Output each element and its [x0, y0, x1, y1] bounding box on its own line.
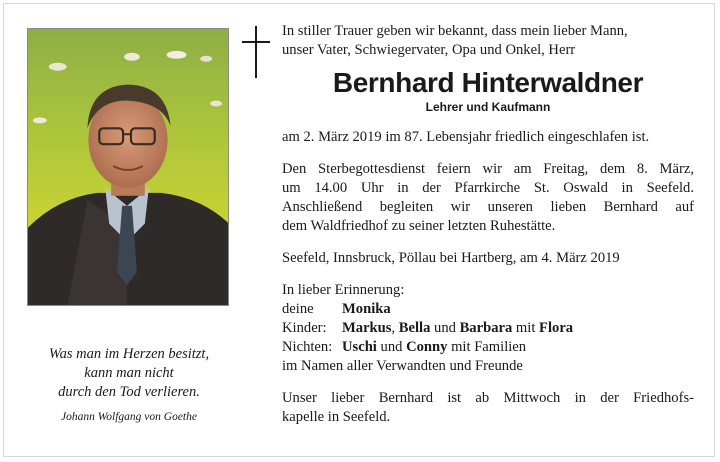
- mourner-name: Barbara: [459, 320, 513, 336]
- mourner-row-wife: [282, 300, 694, 319]
- goethe-quote: [22, 345, 236, 427]
- mourner-label: Nichten:: [282, 339, 333, 355]
- mourner-name: Markus: [342, 320, 392, 336]
- notice-text: [282, 22, 694, 427]
- place-date: [282, 249, 694, 268]
- mourner-name: Bella: [398, 320, 431, 336]
- mourner-name: Flora: [539, 320, 574, 336]
- quote-line: durch den Tod verlieren.: [58, 384, 200, 400]
- death-notice-line: am 2. März 2019 im 87. Lebensjahr friedlich eingeschlafen ist.: [282, 129, 650, 145]
- mourner-suffix: mit Familien: [447, 339, 527, 355]
- mourner-row-children: [282, 319, 694, 338]
- mourner-label: deine: [282, 301, 314, 317]
- viewing-line: Unser lieber Bernhard ist ab Mittwoch in der Friedhofs-: [282, 390, 694, 406]
- death-notice: [282, 128, 694, 147]
- service-line: Anschließend begleiten wir unseren lieben Bernhard auf: [282, 199, 694, 215]
- intro-line: unser Vater, Schwiegervater, Opa und Onkel, Herr: [282, 42, 576, 58]
- place-date-line: Seefeld, Innsbruck, Pöllau bei Hartberg, am 4. März 2019: [282, 250, 620, 266]
- intro-text: [282, 22, 694, 60]
- mourner-row-nieces: [282, 338, 694, 357]
- service-text: [282, 160, 694, 236]
- quote-author: Johann Wolfgang von Goethe: [61, 411, 197, 423]
- cross-icon: [240, 24, 272, 80]
- mourner-name: Uschi: [342, 339, 377, 355]
- portrait-photo: [27, 28, 229, 306]
- deceased-profession: Lehrer und Kaufmann: [425, 100, 551, 114]
- mourner-name: Monika: [342, 301, 391, 317]
- viewing-text: [282, 389, 694, 427]
- quote-line: kann man nicht: [84, 365, 174, 381]
- service-line: um 14.00 Uhr in der Pfarrkirche St. Oswald in Seefeld.: [282, 180, 694, 196]
- mourner-joiner: mit: [512, 320, 540, 336]
- mourner-row-relatives: im Namen aller Verwandten und Freunde: [282, 358, 523, 374]
- mourner-joiner: und: [376, 339, 407, 355]
- mourners-heading: In lieber Erinnerung:: [282, 282, 405, 298]
- quote-line: Was man im Herzen besitzt,: [48, 346, 210, 362]
- mourners-list: [282, 281, 694, 376]
- deceased-name: Bernhard Hinterwaldner: [332, 67, 644, 98]
- intro-line: In stiller Trauer geben wir bekannt, dass mein lieber Mann,: [282, 23, 628, 39]
- mourner-label: Kinder:: [282, 320, 327, 336]
- service-line: dem Waldfriedhof zu seiner letzten Ruhestätte.: [282, 218, 556, 234]
- mourner-joiner: ,: [391, 320, 399, 336]
- service-line: Den Sterbegottesdienst feiern wir am Freitag, dem 8. März,: [282, 161, 694, 177]
- viewing-line: kapelle in Seefeld.: [282, 409, 391, 425]
- mourner-joiner: und: [430, 320, 460, 336]
- mourner-name: Conny: [406, 339, 448, 355]
